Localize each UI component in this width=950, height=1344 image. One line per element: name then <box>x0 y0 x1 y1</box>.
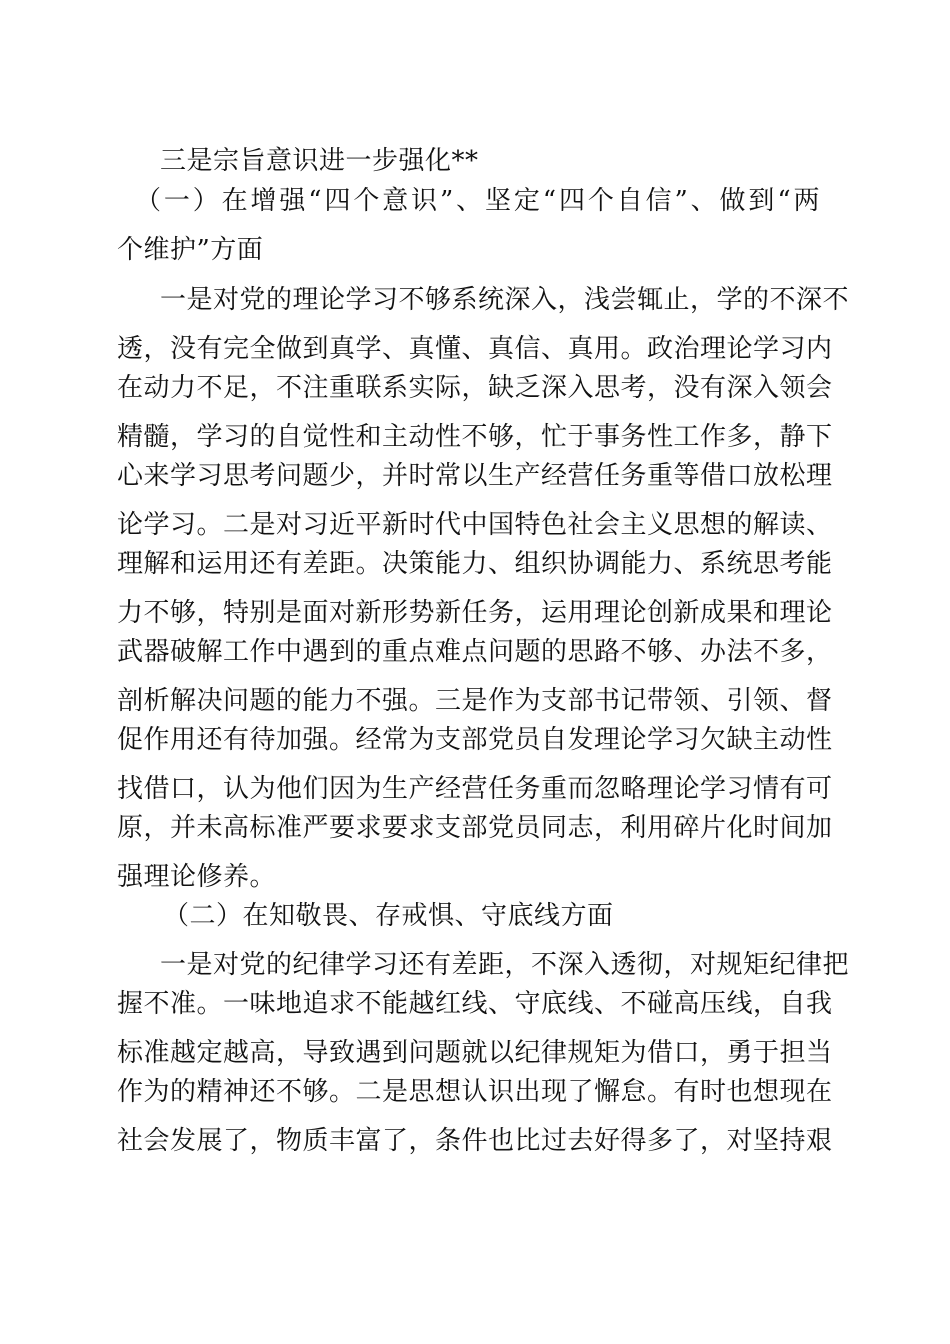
section1-body-line: 原，并未高标准严要求要求支部党员同志，利用碎片化时间加 <box>117 813 833 843</box>
heading-line: 三是宗旨意识进一步强化** <box>160 146 479 176</box>
section1-body-line: 透，没有完全做到真学、真懂、真信、真用。政治理论学习内 <box>117 334 833 364</box>
section1-body-line: 理解和运用还有差距。决策能力、组织协调能力、系统思考能 <box>117 549 833 579</box>
section1-body-line: 剖析解决问题的能力不强。三是作为支部书记带领、引领、督 <box>117 686 833 716</box>
section1-body-line: 论学习。二是对习近平新时代中国特色社会主义思想的解读、 <box>117 510 833 540</box>
section2-body-line: 作为的精神还不够。二是思想认识出现了懈怠。有时也想现在 <box>117 1077 833 1107</box>
section1-body-line: 促作用还有待加强。经常为支部党员自发理论学习欠缺主动性 <box>117 725 833 755</box>
section2-title: （二）在知敬畏、存戒惧、守底线方面 <box>163 901 614 931</box>
section1-body-line: 力不够，特别是面对新形势新任务，运用理论创新成果和理论 <box>117 598 833 628</box>
section2-body-line: 标准越定越高，导致遇到问题就以纪律规矩为借口，勇于担当 <box>117 1038 833 1068</box>
section2-body-line: 握不准。一味地追求不能越红线、守底线、不碰高压线，自我 <box>117 989 833 1019</box>
section2-body-line: 社会发展了，物质丰富了，条件也比过去好得多了，对坚持艰 <box>117 1126 833 1156</box>
section1-body-line: 强理论修养。 <box>117 862 277 892</box>
section1-body-line: 心来学习思考问题少，并时常以生产经营任务重等借口放松理 <box>117 461 833 491</box>
section1-body-line: 精髓，学习的自觉性和主动性不够，忙于事务性工作多，静下 <box>117 422 833 452</box>
section2-body-line: 一是对党的纪律学习还有差距，不深入透彻，对规矩纪律把 <box>160 950 850 980</box>
section1-body-line: 武器破解工作中遇到的重点难点问题的思路不够、办法不多， <box>117 637 833 667</box>
section1-body-line: 找借口，认为他们因为生产经营任务重而忽略理论学习情有可 <box>117 774 833 804</box>
section1-body-line: 在动力不足，不注重联系实际，缺乏深入思考，没有深入领会 <box>117 373 833 403</box>
section1-title-line-2: 个维护”方面 <box>117 235 264 265</box>
section1-body-line: 一是对党的理论学习不够系统深入，浅尝辄止，学的不深不 <box>160 285 850 315</box>
section1-title-line-1: （一）在增强“四个意识”、坚定“四个自信”、做到“两 <box>135 186 820 216</box>
